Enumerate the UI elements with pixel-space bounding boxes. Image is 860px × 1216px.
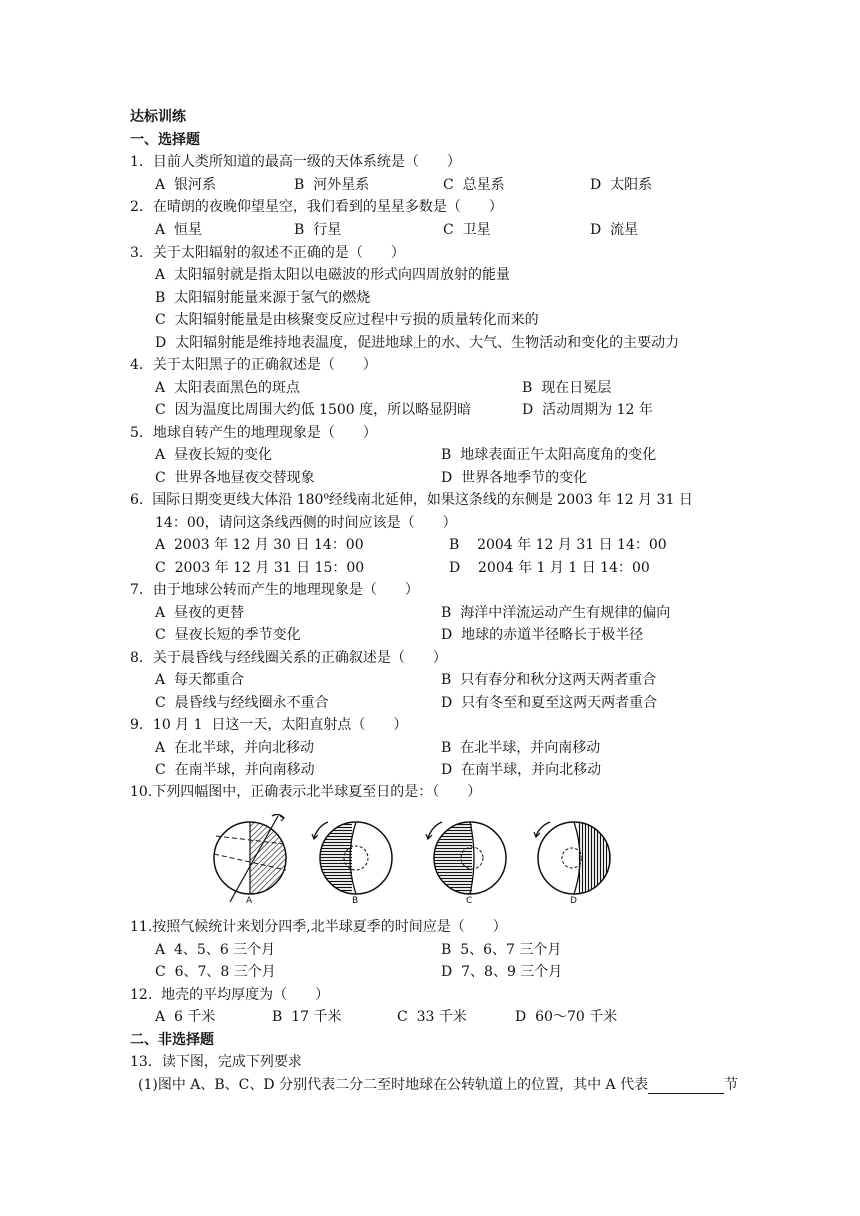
q12-option-b[interactable]: B 17 千米 (272, 1009, 342, 1025)
part1-title: 一、选择题 (130, 132, 200, 148)
figure-c-globe[interactable] (420, 814, 520, 902)
q4-option-d[interactable]: D 活动周期为 12 年 (522, 402, 653, 418)
q9-stem: 9．10 月 1 日这一天，太阳直射点（ ） (130, 717, 408, 733)
figure-c-label: C (466, 896, 473, 906)
q2-option-d[interactable]: D 流星 (590, 222, 639, 238)
q9-option-a[interactable]: A 在北半球，并向北移动 (155, 740, 315, 756)
q6-option-b[interactable]: B 2004 年 12 月 31 日 14：00 (449, 537, 667, 553)
q11-option-a[interactable]: A 4、5、6 三个月 (155, 942, 276, 958)
q10-stem: 10.下列四幅图中，正确表示北半球夏至日的是：（ ） (130, 784, 482, 800)
q6-option-c[interactable]: C 2003 年 12 月 31 日 15：00 (155, 560, 365, 576)
q13-answer-blank[interactable] (648, 1079, 724, 1094)
figure-d-globe[interactable] (524, 814, 624, 902)
q3-option-d[interactable]: D 太阳辐射能是维持地表温度，促进地球上的水、大气、生物活动和变化的主要动力 (155, 335, 680, 351)
q8-option-d[interactable]: D 只有冬至和夏至这两天两者重合 (441, 695, 658, 711)
q3-option-b[interactable]: B 太阳辐射能量来源于氢气的燃烧 (155, 290, 371, 306)
part2-title: 二、非选择题 (130, 1032, 214, 1048)
q5-option-a[interactable]: A 昼夜长短的变化 (155, 447, 273, 463)
q13-sub1: (1)图中 A、B、C、D 分别代表二分二至时地球在公转轨道上的位置，其中 A 代表 节 (138, 1077, 739, 1093)
q6-stem-line2: 14：00，请问这条线西侧的时间应该是（ ） (155, 515, 457, 531)
q8-stem: 8．关于晨昏线与经线圈关系的正确叙述是（ ） (130, 650, 447, 666)
q7-option-c[interactable]: C 昼夜长短的季节变化 (155, 627, 301, 643)
q11-option-b[interactable]: B 5、6、7 三个月 (441, 942, 562, 958)
q6-option-a[interactable]: A 2003 年 12 月 30 日 14：00 (155, 537, 364, 553)
q12-stem: 12. 地壳的平均厚度为（ ） (130, 987, 330, 1003)
q1-option-d[interactable]: D 太阳系 (590, 177, 653, 193)
q12-option-c[interactable]: C 33 千米 (397, 1009, 467, 1025)
q6-option-d[interactable]: D 2004 年 1 月 1 日 14：00 (449, 560, 650, 576)
q11-option-c[interactable]: C 6、7、8 三个月 (155, 964, 276, 980)
figure-a-globe[interactable] (200, 814, 300, 902)
q4-stem: 4．关于太阳黑子的正确叙述是（ ） (130, 357, 377, 373)
q12-option-d[interactable]: D 60～70 千米 (515, 1009, 618, 1025)
q4-option-b[interactable]: B 现在日冕层 (522, 380, 612, 396)
q11-stem: 11.按照气候统计来划分四季,北半球夏季的时间应是（ ） (130, 919, 507, 935)
q5-stem: 5．地球自转产生的地理现象是（ ） (130, 425, 377, 441)
figure-a-label: A (246, 896, 253, 906)
q1-option-c[interactable]: C 总星系 (443, 177, 505, 193)
q1-stem: 1．目前人类所知道的最高一级的天体系统是（ ） (130, 154, 461, 170)
q12-option-a[interactable]: A 6 千米 (155, 1009, 216, 1025)
q7-stem: 7．由于地球公转而产生的地理现象是（ ） (130, 582, 419, 598)
q8-option-c[interactable]: C 晨昏线与经线圈永不重合 (155, 695, 329, 711)
q6-stem: 6. 国际日期变更线大体沿 180$^o$经线南北延伸，如果这条线的东侧是 2003 年 12 月 31 日 (130, 491, 693, 508)
q2-option-c[interactable]: C 卫星 (443, 222, 491, 238)
q4-option-c[interactable]: C 因为温度比周围大约低 1500 度，所以略显阴暗 (155, 402, 472, 418)
q8-option-a[interactable]: A 每天都重合 (155, 672, 245, 688)
q8-option-b[interactable]: B 只有春分和秋分这两天两者重合 (441, 672, 657, 688)
q9-option-d[interactable]: D 在南半球，并向北移动 (441, 762, 602, 778)
q11-option-d[interactable]: D 7、8、9 三个月 (441, 964, 563, 980)
q1-option-b[interactable]: B 河外星系 (294, 177, 370, 193)
q2-option-a[interactable]: A 恒星 (155, 222, 203, 238)
q7-option-b[interactable]: B 海洋中洋流运动产生有规律的偏向 (441, 605, 671, 621)
q3-stem: 3．关于太阳辐射的叙述不正确的是（ ） (130, 245, 405, 261)
figure-b-globe[interactable] (306, 814, 406, 902)
q5-option-b[interactable]: B 地球表面正午太阳高度角的变化 (441, 447, 657, 463)
q7-option-a[interactable]: A 昼夜的更替 (155, 605, 245, 621)
q5-option-c[interactable]: C 世界各地昼夜交替现象 (155, 470, 315, 486)
q3-option-c[interactable]: C 太阳辐射能量是由核聚变反应过程中亏损的质量转化而来的 (155, 312, 539, 328)
q5-option-d[interactable]: D 世界各地季节的变化 (441, 470, 588, 486)
figure-d-label: D (570, 896, 577, 906)
q1-option-a[interactable]: A 银河系 (155, 177, 217, 193)
q2-stem: 2．在晴朗的夜晚仰望星空，我们看到的星星多数是（ ） (130, 199, 503, 215)
q9-option-b[interactable]: B 在北半球，并向南移动 (441, 740, 601, 756)
q7-option-d[interactable]: D 地球的赤道半径略长于极半径 (441, 627, 644, 643)
q4-option-a[interactable]: A 太阳表面黑色的斑点 (155, 380, 301, 396)
q2-option-b[interactable]: B 行星 (294, 222, 342, 238)
section-title: 达标训练 (130, 109, 186, 125)
q3-option-a[interactable]: A 太阳辐射就是指太阳以电磁波的形式向四周放射的能量 (155, 267, 511, 283)
figure-b-label: B (352, 896, 359, 906)
q9-option-c[interactable]: C 在南半球，并向南移动 (155, 762, 315, 778)
q13-stem: 13．读下图，完成下列要求 (130, 1054, 302, 1070)
